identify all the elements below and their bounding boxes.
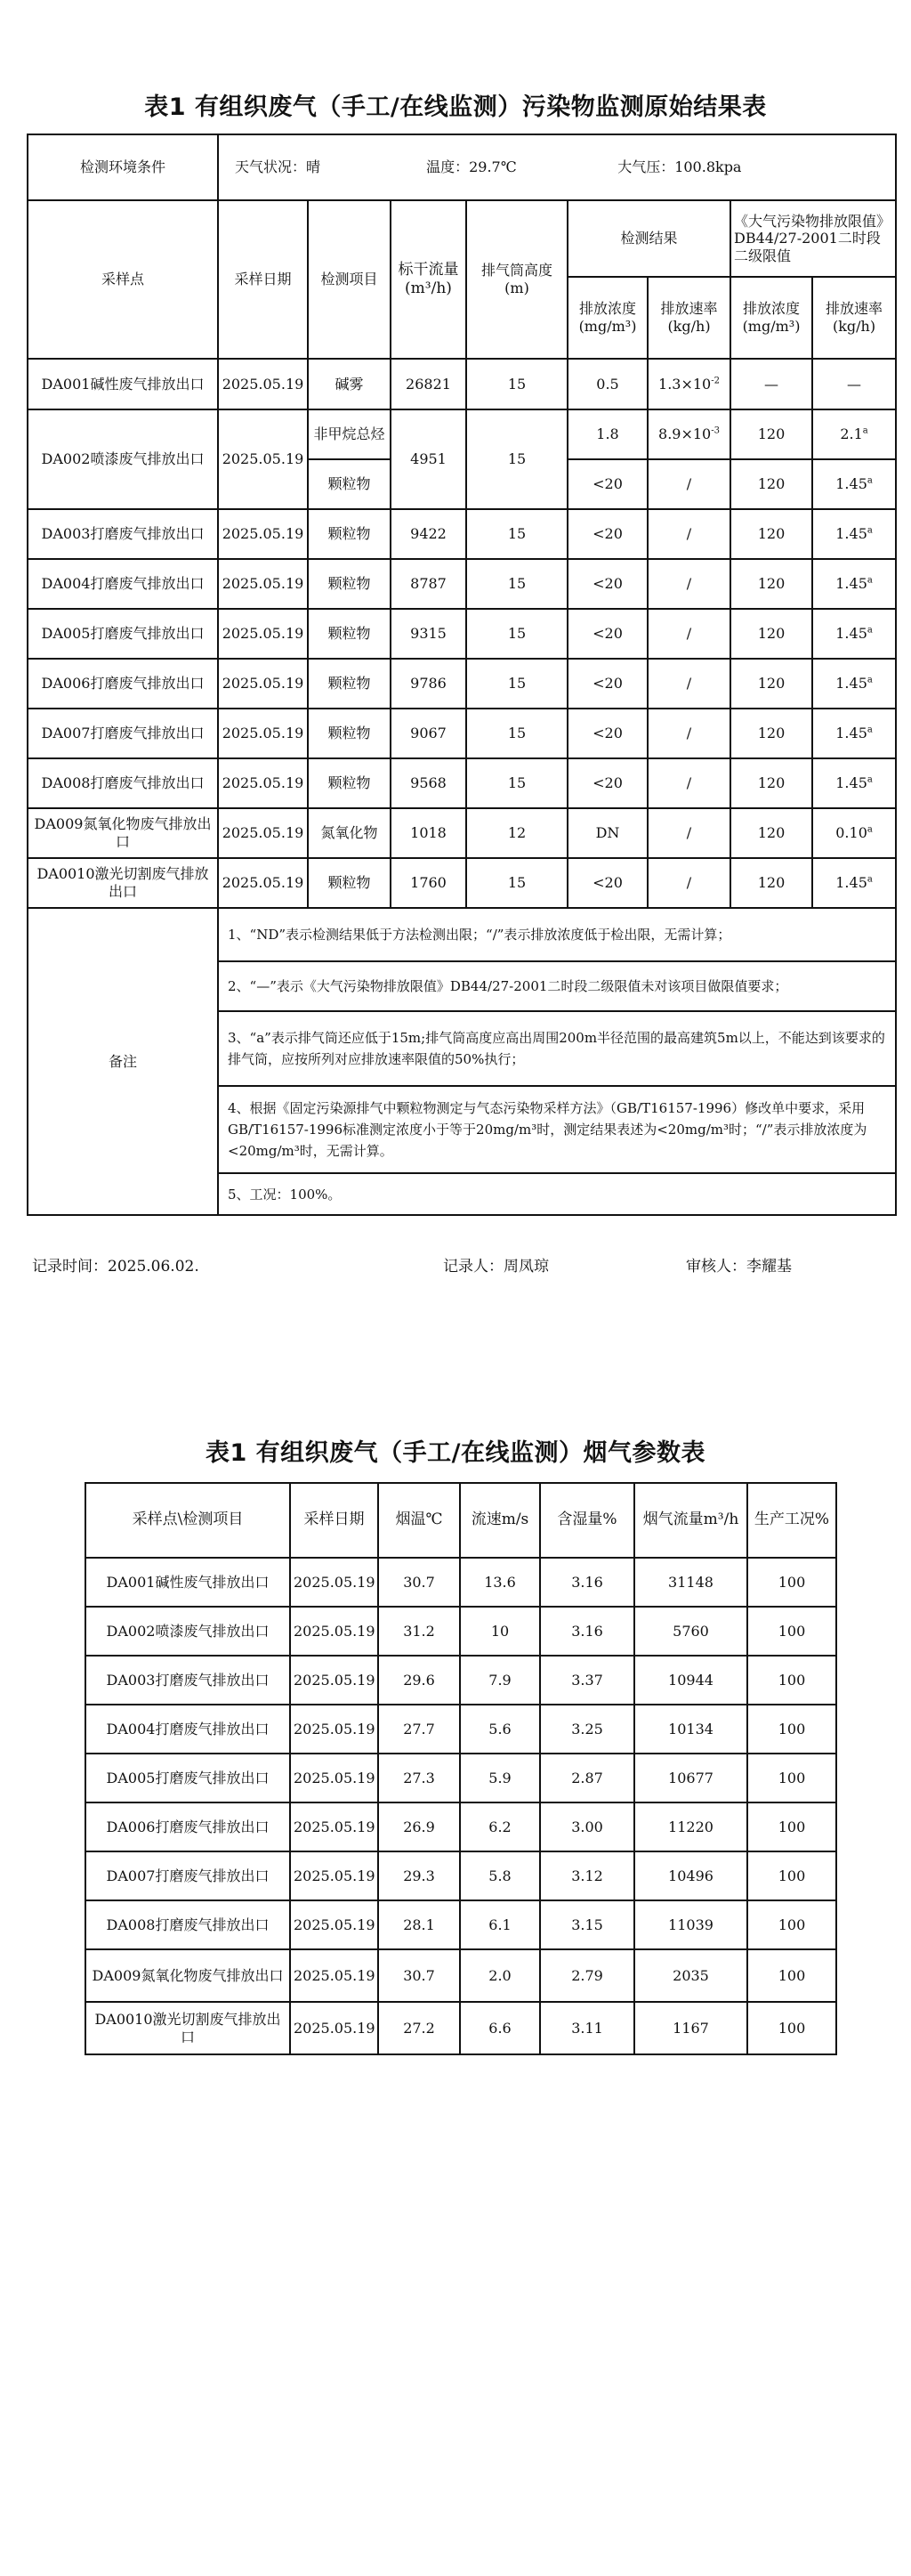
- table-cell: 11220: [634, 1802, 747, 1851]
- cell-conc: <20: [568, 858, 648, 908]
- cell-conc: <20: [568, 659, 648, 709]
- limit-rate-value: 1.45: [835, 575, 867, 592]
- table-cell: 100: [747, 1558, 836, 1607]
- cell-limit-rate: [812, 509, 896, 559]
- cell-date: 2025.05.19: [218, 659, 308, 709]
- table-cell: 29.6: [378, 1656, 460, 1705]
- rate-value: /: [686, 824, 692, 841]
- cell-date: 2025.05.19: [218, 359, 308, 409]
- limit-rate-value: 1.45: [835, 625, 867, 642]
- table-cell: 3.00: [540, 1802, 634, 1851]
- cell-limit-conc: 120: [730, 758, 812, 808]
- notes-label: 备注: [28, 908, 218, 1215]
- limit-rate-mark: a: [867, 525, 873, 536]
- cell-conc: <20: [568, 509, 648, 559]
- cell-limit-conc: —: [730, 359, 812, 409]
- limit-rate-value: 1.45: [835, 475, 867, 492]
- table-cell: 30.7: [378, 1558, 460, 1607]
- table-cell: 27.7: [378, 1705, 460, 1754]
- cell-limit-conc: 120: [730, 858, 812, 908]
- cell-item: 非甲烷总烃: [308, 409, 391, 459]
- cell-point: DA003打磨废气排放出口: [28, 509, 218, 559]
- cell-item: 颗粒物: [308, 659, 391, 709]
- cell-date: 2025.05.19: [218, 709, 308, 758]
- table-cell: 11039: [634, 1900, 747, 1949]
- weather-text: 天气状况：晴: [235, 158, 321, 175]
- limit-rate-mark: a: [867, 475, 873, 486]
- cell-flow: 8787: [391, 559, 466, 609]
- header-standard: 《大气污染物排放限值》DB44/27-2001二时段二级限值: [730, 200, 896, 277]
- cell-limit-rate: [812, 808, 896, 858]
- header-rate: 排放速率(kg/h): [648, 277, 730, 359]
- note-text: 3、“a”表示排气筒还应低于15m;排气筒高度应高出周围200m半径范围的最高建筑5m以上，不能达到该要求的排气筒，应按所列对应排放速率限值的50%执行；: [218, 1011, 896, 1086]
- cell-rate: [648, 659, 730, 709]
- cell-item: 颗粒物: [308, 858, 391, 908]
- table-cell: 31.2: [378, 1607, 460, 1656]
- cell-point: DA0010激光切割废气排放出口: [28, 858, 218, 908]
- table-cell: DA007打磨废气排放出口: [85, 1851, 290, 1900]
- table-row: [28, 758, 896, 808]
- column-header: 采样日期: [290, 1483, 378, 1558]
- cell-limit-rate: [812, 858, 896, 908]
- cell-conc: <20: [568, 709, 648, 758]
- rate-value: /: [686, 575, 692, 592]
- column-header: 烟气流量m³/h: [634, 1483, 747, 1558]
- table-cell: 13.6: [460, 1558, 540, 1607]
- cell-conc: 1.8: [568, 409, 648, 459]
- cell-height: 15: [466, 509, 568, 559]
- table-cell: DA004打磨废气排放出口: [85, 1705, 290, 1754]
- rate-exponent: -3: [711, 425, 720, 436]
- cell-limit-rate: [812, 409, 896, 459]
- cell-flow: 9315: [391, 609, 466, 659]
- cell-conc: 0.5: [568, 359, 648, 409]
- limit-rate-value: —: [847, 375, 862, 393]
- limit-rate-value: 1.45: [835, 675, 867, 692]
- limit-rate-value: 1.45: [835, 874, 867, 891]
- limit-rate-value: 1.45: [835, 774, 867, 791]
- rate-value: 8.9×10: [658, 425, 712, 442]
- table-cell: 7.9: [460, 1656, 540, 1705]
- cell-item: 碱雾: [308, 359, 391, 409]
- table-cell: 10944: [634, 1656, 747, 1705]
- cell-height: 15: [466, 709, 568, 758]
- rate-value: /: [686, 625, 692, 642]
- column-header: 含湿量%: [540, 1483, 634, 1558]
- cell-rate: [648, 858, 730, 908]
- table-cell: DA002喷漆废气排放出口: [85, 1607, 290, 1656]
- table-cell: 3.16: [540, 1558, 634, 1607]
- limit-rate-mark: a: [867, 725, 873, 735]
- cell-flow: 1760: [391, 858, 466, 908]
- table2-title: 表1 有组织废气（手工/在线监测）烟气参数表: [205, 1439, 706, 1467]
- cell-rate: [648, 509, 730, 559]
- table-cell: DA006打磨废气排放出口: [85, 1802, 290, 1851]
- table-cell: DA009氮氧化物废气排放出口: [85, 1949, 290, 2002]
- cell-rate: [648, 459, 730, 509]
- note-row: [28, 908, 896, 961]
- header-result: 检测结果: [568, 200, 730, 277]
- table-row: [28, 858, 896, 908]
- table-cell: 2025.05.19: [290, 1900, 378, 1949]
- cell-date: 2025.05.19: [218, 858, 308, 908]
- limit-rate-mark: a: [867, 874, 873, 885]
- rate-value: /: [686, 774, 692, 791]
- cell-item: 颗粒物: [308, 459, 391, 509]
- table-cell: 100: [747, 1607, 836, 1656]
- cell-height: 15: [466, 858, 568, 908]
- env-conditions: [218, 134, 896, 200]
- cell-flow: 1018: [391, 808, 466, 858]
- cell-limit-conc: 120: [730, 659, 812, 709]
- table1-title: 表1 有组织废气（手工/在线监测）污染物监测原始结果表: [144, 93, 767, 121]
- cell-flow: 9067: [391, 709, 466, 758]
- table-cell: 31148: [634, 1558, 747, 1607]
- table-row: [85, 1949, 836, 2002]
- header-conc: 排放浓度(mg/m³): [568, 277, 648, 359]
- table-row: [28, 359, 896, 409]
- cell-item: 颗粒物: [308, 509, 391, 559]
- cell-point: DA001碱性废气排放出口: [28, 359, 218, 409]
- cell-conc: <20: [568, 758, 648, 808]
- cell-point: DA009氮氧化物废气排放出口: [28, 808, 218, 858]
- cell-height: 15: [466, 409, 568, 509]
- column-header: 生产工况%: [747, 1483, 836, 1558]
- table-cell: 3.11: [540, 2002, 634, 2054]
- cell-height: 15: [466, 559, 568, 609]
- cell-point: DA002喷漆废气排放出口: [28, 409, 218, 509]
- table-row: [85, 1656, 836, 1705]
- table-cell: 6.1: [460, 1900, 540, 1949]
- table-cell: 2.0: [460, 1949, 540, 2002]
- table-cell: 100: [747, 2002, 836, 2054]
- cell-limit-conc: 120: [730, 509, 812, 559]
- note-text: 2、“—”表示《大气污染物排放限值》DB44/27-2001二时段二级限值未对该项目做限值要求；: [218, 961, 896, 1011]
- cell-rate: [648, 559, 730, 609]
- cell-limit-rate: [812, 609, 896, 659]
- cell-point: DA005打磨废气排放出口: [28, 609, 218, 659]
- table-cell: 100: [747, 1851, 836, 1900]
- table-cell: 2025.05.19: [290, 1656, 378, 1705]
- table-cell: 2025.05.19: [290, 2002, 378, 2054]
- cell-date: 2025.05.19: [218, 758, 308, 808]
- table-cell: 2025.05.19: [290, 1754, 378, 1802]
- cell-point: DA006打磨废气排放出口: [28, 659, 218, 709]
- header-date: 采样日期: [218, 200, 308, 359]
- recorder: 记录人：周凤琼: [443, 1258, 549, 1276]
- table-row: [28, 509, 896, 559]
- cell-height: 15: [466, 659, 568, 709]
- cell-flow: 26821: [391, 359, 466, 409]
- cell-limit-conc: 120: [730, 409, 812, 459]
- table-row: [85, 2002, 836, 2054]
- cell-conc: <20: [568, 459, 648, 509]
- limit-rate-value: 2.1: [840, 425, 863, 442]
- cell-point: DA004打磨废气排放出口: [28, 559, 218, 609]
- cell-rate: [648, 609, 730, 659]
- cell-height: 15: [466, 758, 568, 808]
- limit-rate-mark: a: [867, 575, 873, 586]
- table-cell: 10677: [634, 1754, 747, 1802]
- monitoring-results-table: [27, 134, 897, 1216]
- table-cell: 2025.05.19: [290, 1802, 378, 1851]
- table-cell: 3.12: [540, 1851, 634, 1900]
- table-cell: DA008打磨废气排放出口: [85, 1900, 290, 1949]
- rate-exponent: -2: [711, 376, 720, 386]
- cell-height: 15: [466, 359, 568, 409]
- pressure-text: 大气压：100.8kpa: [617, 158, 742, 175]
- table-cell: 100: [747, 1802, 836, 1851]
- table-cell: 100: [747, 1656, 836, 1705]
- table-row: [85, 1607, 836, 1656]
- table-row: [85, 1705, 836, 1754]
- table-cell: 2025.05.19: [290, 1705, 378, 1754]
- header-limit-rate: 排放速率(kg/h): [812, 277, 896, 359]
- limit-rate-mark: a: [867, 625, 873, 636]
- table-cell: DA003打磨废气排放出口: [85, 1656, 290, 1705]
- rate-value: /: [686, 525, 692, 542]
- header-point: 采样点: [28, 200, 218, 359]
- table-cell: DA001碱性废气排放出口: [85, 1558, 290, 1607]
- table-cell: 100: [747, 1949, 836, 2002]
- cell-limit-rate: [812, 359, 896, 409]
- cell-date: 2025.05.19: [218, 808, 308, 858]
- cell-item: 颗粒物: [308, 758, 391, 808]
- limit-rate-value: 0.10: [835, 824, 867, 841]
- cell-conc: <20: [568, 609, 648, 659]
- table-cell: 27.2: [378, 2002, 460, 2054]
- cell-flow: 9422: [391, 509, 466, 559]
- cell-limit-conc: 120: [730, 459, 812, 509]
- table-cell: 10134: [634, 1705, 747, 1754]
- table-cell: 6.6: [460, 2002, 540, 2054]
- note-text: 4、根据《固定污染源排气中颗粒物测定与气态污染物采样方法》（GB/T16157-1996）修改单中要求，采用GB/T16157-1996标准测定浓度小于等于20mg/m³时，测定结果表述为<20mg/m³时；“/”表示排放浓度为<20mg/m³时，无需计算。: [218, 1086, 896, 1173]
- table-cell: 29.3: [378, 1851, 460, 1900]
- flue-gas-params-table: [85, 1482, 837, 2055]
- cell-date: 2025.05.19: [218, 409, 308, 509]
- column-header: 采样点\检测项目: [85, 1483, 290, 1558]
- cell-limit-conc: 120: [730, 609, 812, 659]
- table-row: [85, 1851, 836, 1900]
- cell-flow: 9786: [391, 659, 466, 709]
- table-cell: 28.1: [378, 1900, 460, 1949]
- cell-item: 氮氧化物: [308, 808, 391, 858]
- temperature-text: 温度：29.7℃: [426, 158, 517, 175]
- note-text: 1、“ND”表示检测结果低于方法检测出限；“/”表示排放浓度低于检出限，无需计算；: [218, 908, 896, 961]
- cell-limit-rate: [812, 709, 896, 758]
- cell-limit-conc: 120: [730, 559, 812, 609]
- limit-rate-mark: a: [867, 675, 873, 685]
- limit-rate-mark: a: [867, 774, 873, 785]
- table-cell: 2025.05.19: [290, 1851, 378, 1900]
- table-cell: 2025.05.19: [290, 1558, 378, 1607]
- table-cell: 5.9: [460, 1754, 540, 1802]
- table-row: [28, 409, 896, 459]
- header-item: 检测项目: [308, 200, 391, 359]
- cell-item: 颗粒物: [308, 709, 391, 758]
- rate-value: /: [686, 874, 692, 891]
- table-row: [28, 709, 896, 758]
- limit-rate-value: 1.45: [835, 525, 867, 542]
- table-cell: 2025.05.19: [290, 1607, 378, 1656]
- cell-height: 12: [466, 808, 568, 858]
- cell-limit-rate: [812, 758, 896, 808]
- table-cell: 100: [747, 1705, 836, 1754]
- table-cell: 1167: [634, 2002, 747, 2054]
- cell-rate: [648, 709, 730, 758]
- table-row: [28, 808, 896, 858]
- table-row: [85, 1754, 836, 1802]
- cell-rate: [648, 758, 730, 808]
- limit-rate-mark: a: [867, 824, 873, 835]
- cell-limit-rate: [812, 559, 896, 609]
- cell-rate: [648, 359, 730, 409]
- cell-height: 15: [466, 609, 568, 659]
- column-header: 流速m/s: [460, 1483, 540, 1558]
- table-row: [28, 609, 896, 659]
- note-text: 5、工况：100%。: [218, 1173, 896, 1215]
- cell-limit-rate: [812, 459, 896, 509]
- header-height: 排气筒高度(m): [466, 200, 568, 359]
- table-cell: 5.8: [460, 1851, 540, 1900]
- table-cell: 3.16: [540, 1607, 634, 1656]
- limit-rate-mark: a: [862, 425, 868, 436]
- column-header: 烟温℃: [378, 1483, 460, 1558]
- cell-item: 颗粒物: [308, 609, 391, 659]
- cell-date: 2025.05.19: [218, 509, 308, 559]
- cell-date: 2025.05.19: [218, 559, 308, 609]
- cell-conc: DN: [568, 808, 648, 858]
- header-row: [85, 1483, 836, 1558]
- table-row: [85, 1802, 836, 1851]
- table-row: [85, 1900, 836, 1949]
- table-cell: 26.9: [378, 1802, 460, 1851]
- table-cell: 2.87: [540, 1754, 634, 1802]
- table-cell: DA005打磨废气排放出口: [85, 1754, 290, 1802]
- table-row: [85, 1558, 836, 1607]
- table-cell: 3.25: [540, 1705, 634, 1754]
- record-time: 记录时间：2025.06.02.: [32, 1258, 199, 1276]
- table-cell: 5760: [634, 1607, 747, 1656]
- cell-limit-rate: [812, 659, 896, 709]
- rate-value: /: [686, 475, 692, 492]
- header-flow: 标干流量(m³/h): [391, 200, 466, 359]
- env-label: 检测环境条件: [28, 134, 218, 200]
- rate-value: /: [686, 725, 692, 741]
- table-cell: 10: [460, 1607, 540, 1656]
- cell-limit-conc: 120: [730, 709, 812, 758]
- table-cell: 3.15: [540, 1900, 634, 1949]
- table-cell: 5.6: [460, 1705, 540, 1754]
- table-cell: DA0010激光切割废气排放出口: [85, 2002, 290, 2054]
- table-cell: 100: [747, 1754, 836, 1802]
- cell-conc: <20: [568, 559, 648, 609]
- table-cell: 30.7: [378, 1949, 460, 2002]
- cell-point: DA008打磨废气排放出口: [28, 758, 218, 808]
- table-row: [28, 659, 896, 709]
- table-cell: 6.2: [460, 1802, 540, 1851]
- cell-point: DA007打磨废气排放出口: [28, 709, 218, 758]
- table-cell: 3.37: [540, 1656, 634, 1705]
- rate-value: 1.3×10: [658, 375, 712, 393]
- rate-value: /: [686, 675, 692, 692]
- table-cell: 2.79: [540, 1949, 634, 2002]
- cell-item: 颗粒物: [308, 559, 391, 609]
- limit-rate-value: 1.45: [835, 725, 867, 741]
- table-row: [28, 559, 896, 609]
- table-cell: 2035: [634, 1949, 747, 2002]
- cell-flow: 9568: [391, 758, 466, 808]
- cell-date: 2025.05.19: [218, 609, 308, 659]
- reviewer: 审核人：李耀基: [686, 1258, 792, 1276]
- table-cell: 10496: [634, 1851, 747, 1900]
- header-limit-conc: 排放浓度(mg/m³): [730, 277, 812, 359]
- cell-flow: 4951: [391, 409, 466, 509]
- cell-rate: [648, 808, 730, 858]
- table-cell: 2025.05.19: [290, 1949, 378, 2002]
- cell-rate: [648, 409, 730, 459]
- table-cell: 27.3: [378, 1754, 460, 1802]
- cell-limit-conc: 120: [730, 808, 812, 858]
- table-cell: 100: [747, 1900, 836, 1949]
